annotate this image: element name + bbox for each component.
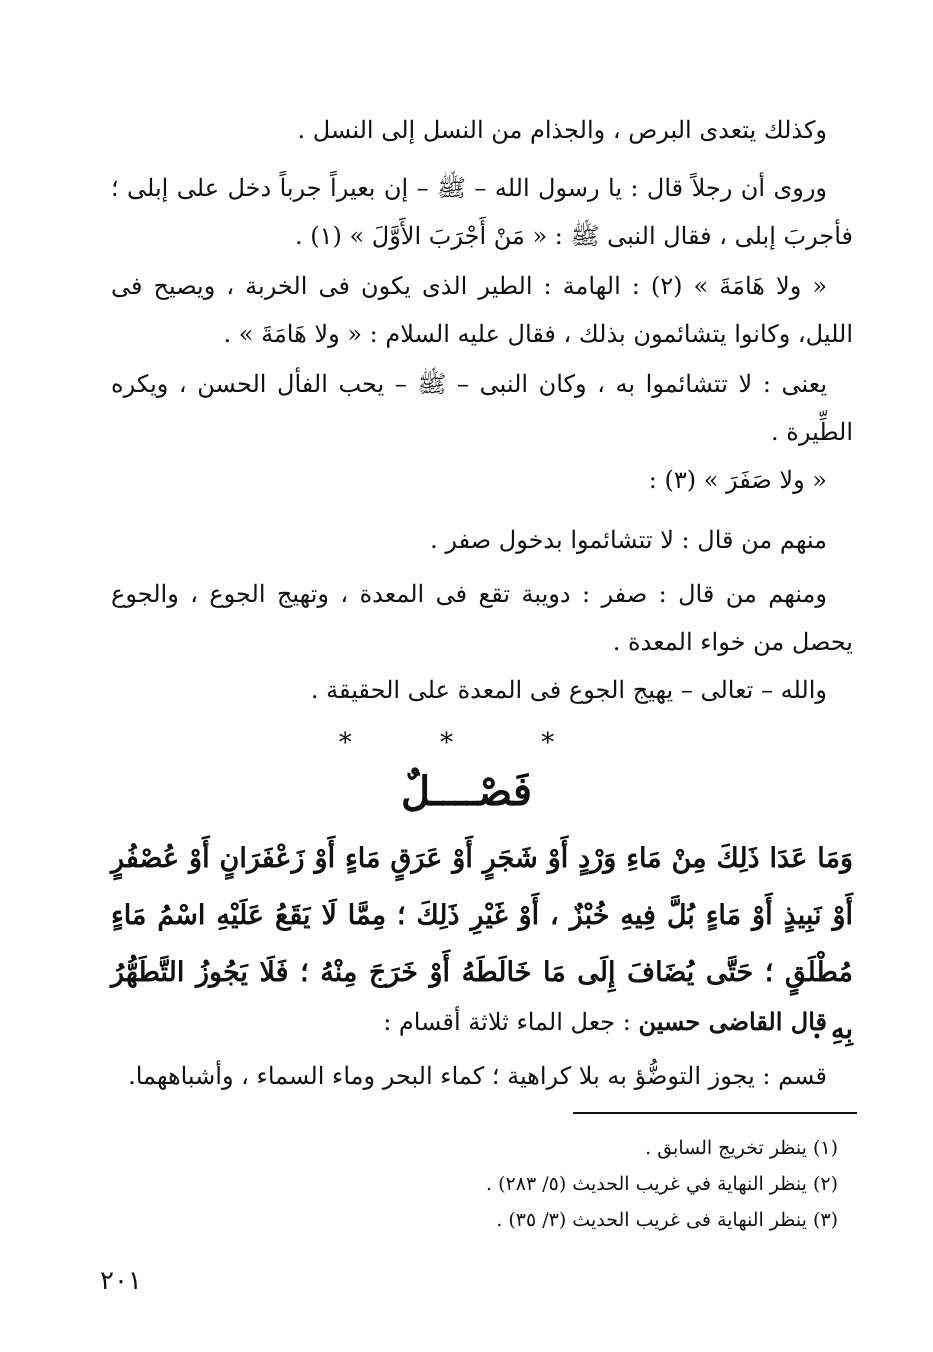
paragraph-contagion: وكذلك يتعدى البرص ، والجذام من النسل إلى النسل . bbox=[297, 116, 827, 144]
footnote-3: (٣) ينظر النهاية فى غريب الحديث (٣/ ٣٥) . bbox=[496, 1209, 838, 1231]
commentary-line-1 bbox=[111, 998, 853, 1046]
footnote-1: (١) ينظر تخريج السابق . bbox=[645, 1137, 838, 1159]
footnote-divider bbox=[573, 1112, 857, 1114]
footnote-2: (٢) ينظر النهاية في غريب الحديث (٥/ ٢٨٣) . bbox=[486, 1173, 838, 1195]
paragraph-hunger: والله – تعالى – يهيج الجوع فى المعدة على الحقيقة . bbox=[310, 676, 827, 704]
paragraph-omen: يعنى : لا تتشائموا به ، وكان النبى – ﷺ – يحب الفأل الحسن ، ويكره الطِّيرة . bbox=[111, 370, 853, 446]
paragraph-safar-month: منهم من قال : لا تتشائموا بدخول صفر . bbox=[430, 526, 827, 554]
paragraph-safar-heading: « ولا صَفَرَ » (٣) : bbox=[648, 466, 827, 494]
paragraph-safar-creature: ومنهم من قال : صفر : دويبة تقع فى المعدة ، وتهيج الجوع ، والجوع يحصل من خواء المعدة . bbox=[111, 580, 853, 656]
paragraph-camel-hadith: وروى أن رجلاً قال : يا رسول الله – ﷺ – إن بعيراً جرباً دخل على إبلى ؛ فأجربَ إبلى ، فقال النبى ﷺ : « مَنْ أَجْرَبَ الأَوَّلَ » (١) . bbox=[111, 174, 853, 250]
commentary-line-2: قسم : يجوز التوضُّؤ به بلا كراهية ؛ كماء البحر وماء السماء ، وأشباههما. bbox=[128, 1062, 827, 1090]
commentary-text: : جعل الماء ثلاثة أقسام : bbox=[383, 1008, 639, 1036]
section-heading: فَصْــــلٌ bbox=[401, 768, 532, 815]
matn-text: وَمَا عَدَا ذَلِكَ مِنْ مَاءِ وَرْدٍ أَوْ شَجَرٍ أَوْ عَرَقٍ مَاءٍ أَوْ زَعْفَرَانٍ أَوْ عُصْفُرٍ أَوْ نَبِيذٍ أَوْ مَاءٍ بُلَّ فِيهِ خُبْزٌ ، أَوْ غَيْرِ ذَلِكَ ؛ مِمَّا لَا يَقَعُ عَلَيْهِ اسْمُ مَاءٍ مُطْلَقٍ ؛ حَتَّى يُضَافَ إِلَى مَا خَالَطَهُ أَوْ خَرَجَ مِنْهُ ؛ فَلَا يَجُوزُ التَّطَهُّرُ بِهِ . bbox=[111, 843, 853, 1045]
section-separator: * * * bbox=[338, 728, 595, 758]
commentary-lead: قال القاضى حسين bbox=[638, 1007, 827, 1036]
paragraph-hama: « ولا هَامَةَ » (٢) : الهامة : الطير الذى يكون فى الخربة ، ويصيح فى الليل، وكانوا يتشائمون بذلك ، فقال عليه السلام : « ولا هَامَةَ » . bbox=[111, 272, 853, 348]
page-number: ٢٠١ bbox=[100, 1266, 142, 1296]
